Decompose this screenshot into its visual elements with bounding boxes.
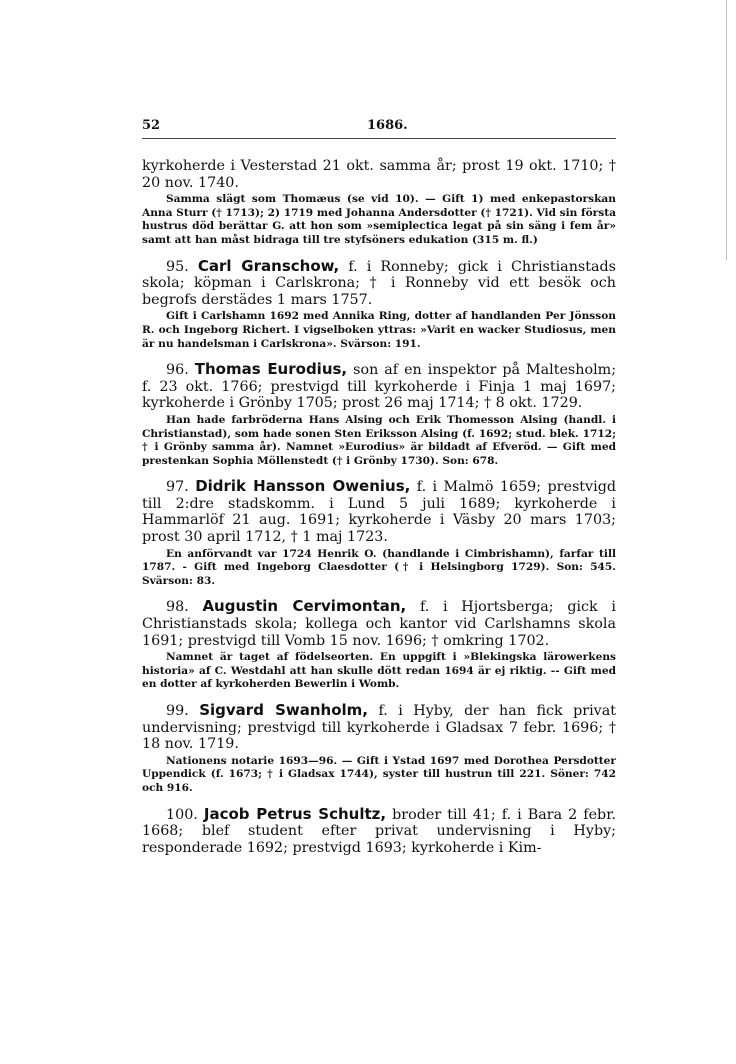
scan-edge-line: [726, 0, 727, 260]
entry-number: 100.: [166, 806, 198, 823]
entry-note: Han hade farbröderna Hans Alsing och Erik Thomesson Alsing (handl. i Christianstad), som hade sonen Sten Eriksson Alsing (f. 1692; stud. blek. 1712; † i Grönby samma år). Namnet »Eurodius» är bildadt af Efveröd. — Gift med prestenkan Sophia Möllenstedt († i Grönby 1730). Son: 678.: [142, 413, 616, 467]
intro-note: Samma slägt som Thomæus (se vid 10). — Gift 1) med enkepastorskan Anna Sturr († 1713); 2) 1719 med Johanna Andersdotter († 1721). Vid sin första hustrus död berättar G. att hon som »semiplectica legat på sin säng i fem år» samt att han måst bidraga till tre styfsöners edukation (315 m. fl.): [142, 193, 616, 246]
entry-name: Thomas Eurodius,: [194, 360, 348, 379]
entry-number: 96.: [166, 362, 189, 379]
entry-99: [142, 702, 616, 796]
entry-text: f. i Hyby, der han fick privat undervisning; prestvigd till kyrkoherde i Gladsax 7 febr. 1696; † 18 nov. 1719.: [142, 703, 617, 753]
entry-note: Namnet är taget af födelseorten. En uppgift i »Blekingska lärowerkens historia» af C. Westdahl att han skulle dött redan 1694 är ej riktig. -- Gift med en dotter af kyrkoherden Bewerlin i Womb.: [142, 651, 616, 691]
entry-100: [142, 806, 616, 857]
entry-text: f. i Hjortsberga; gick i Christianstads skola; kollega och kantor vid Carlshamns skola 1691; prestvigd till Vomb 15 nov. 1696; † omkring 1702.: [142, 599, 616, 649]
entry-name: Augustin Cervimontan,: [202, 597, 407, 616]
entry-95: [142, 258, 616, 352]
entry-name: Carl Granschow,: [197, 256, 340, 275]
entry-name: Didrik Hansson Owenius,: [195, 477, 411, 496]
entry-name: Sigvard Swanholm,: [199, 701, 368, 719]
entry-text: broder till 41; f. i Bara 2 febr. 1668; blef student efter privat undervisning i Hyby; responderade 1692; prestvigd 1693; kyrkoherde i Kim-: [142, 806, 617, 856]
entry-note: Nationens notarie 1693—96. — Gift i Ystad 1697 med Dorothea Persdotter Uppendick (f. 1673; † i Gladsax 1744), syster till hustrun till 221. Söner: 742 och 916.: [142, 754, 616, 794]
entry-name: Jacob Petrus Schultz,: [203, 804, 387, 823]
entry-number: 97.: [166, 479, 189, 496]
page-number: 52: [142, 118, 161, 133]
entry-98: [142, 598, 616, 692]
entry-text: f. i Malmö 1659; prestvigd till 2:dre stadskomm. i Lund 5 juli 1689; kyrkoherde i Hammarlöf 21 aug. 1691; kyrkoherde i Väsby 20 mars 1703; prost 30 april 1712, † 1 maj 1723.: [142, 479, 616, 546]
page-content: [142, 158, 616, 856]
entry-note: En anförvandt var 1724 Henrik O. (handlande i Cimbrishamn), farfar till 1787. - Gift med Ingeborg Claesdotter († i Helsingborg 1729). Son: 545. Svärson: 83.: [142, 547, 616, 587]
entry-96: [142, 361, 616, 468]
page-year: 1686.: [367, 118, 408, 133]
entry-text: f. i Ronneby; gick i Christianstads skola; köpman i Carlskrona; † i Ronneby vid ett besök och begrofs derstädes 1 mars 1757.: [142, 258, 617, 308]
intro-text: kyrkoherde i Vesterstad 21 okt. samma år; prost 19 okt. 1710; † 20 nov. 1740.: [142, 158, 616, 191]
entry-number: 95.: [166, 258, 189, 275]
entry-97: [142, 478, 616, 588]
entry-text: son af en inspektor på Maltesholm; f. 23 okt. 1766; prestvigd till kyrkoherde i Finja 1 maj 1697; kyrkoherde i Grönby 1705; prost 26 maj 1714; † 8 okt. 1729.: [142, 362, 617, 412]
entry-number: 98.: [166, 599, 189, 616]
entry-note: Gift i Carlshamn 1692 med Annika Ring, dotter af handlanden Per Jönsson R. och Ingeborg Richert. I vigselboken yttras: »Varit en wacker Studiosus, men är nu handelsman i Carlskrona». Svärson: 191.: [142, 310, 616, 350]
entry-number: 99.: [166, 703, 189, 719]
page-header: [142, 118, 616, 138]
header-rule: [142, 138, 616, 139]
